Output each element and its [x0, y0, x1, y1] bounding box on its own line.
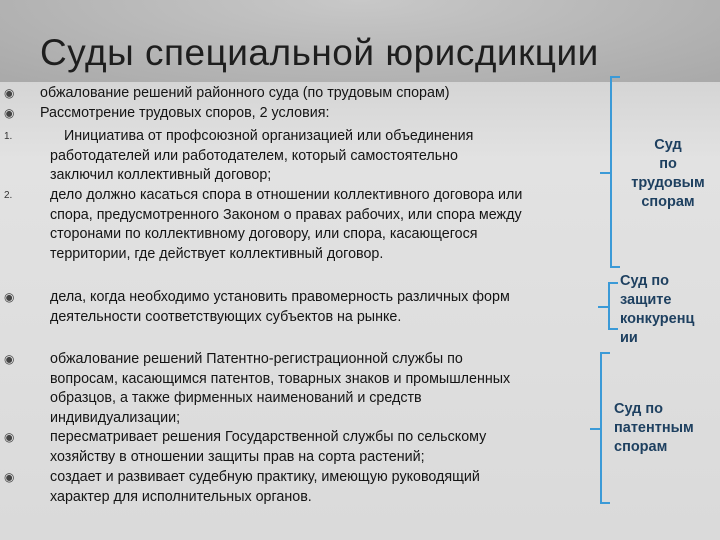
bullet-marker: ◉ — [4, 352, 15, 366]
label-line: Суд — [654, 137, 682, 153]
label-line: спорам — [614, 439, 668, 455]
label-line: ии — [620, 330, 638, 346]
bullet-marker: ◉ — [4, 106, 15, 120]
bracket-competition-court — [608, 282, 618, 330]
bullet-marker: ◉ — [4, 290, 15, 304]
item-line: хозяйству в отношении защиты прав на сорта растений; — [50, 448, 425, 465]
bullet-marker: ◉ — [4, 86, 15, 100]
label-line: спорам — [641, 194, 695, 210]
item-line: создает и развивает судебную практику, имеющую руководящий — [50, 469, 480, 485]
item-line: характер для исполнительных органов. — [50, 488, 312, 505]
number-marker: 2. — [4, 190, 13, 201]
item-line: спора, предусмотренного Законом о правах рабочих, или спора между — [50, 206, 522, 223]
number-marker: 1. — [4, 131, 13, 142]
slide-title: Суды специальной юрисдикции — [40, 32, 599, 73]
item-line: дело должно касаться спора в отношении коллективного договора или — [50, 187, 523, 203]
label-line: трудовым — [631, 175, 705, 191]
label-patent-court — [614, 400, 714, 457]
item-line: работодателей или работодателем, который самостоятельно — [50, 147, 458, 164]
item-line: сторонами по коллективному договору, или спора, касающегося — [50, 226, 478, 243]
label-line: патентным — [614, 420, 694, 436]
item-line: заключил коллективный договор; — [50, 167, 272, 184]
bullet-marker: ◉ — [4, 470, 15, 484]
label-line: Суд по — [614, 401, 664, 417]
item-line: вопросам, касающимся патентов, товарных знаков и промышленных — [50, 370, 511, 387]
bullet-marker: ◉ — [4, 430, 15, 444]
label-line: конкуренц — [620, 311, 695, 327]
item-line: пересматривает решения Государственной службы по сельскому — [50, 429, 487, 445]
item-line: дела, когда необходимо установить правомерность различных форм — [50, 289, 510, 305]
item-line: деятельности соответствующих субъектов на рынке. — [50, 308, 402, 325]
bracket-patent-court — [600, 352, 610, 504]
label-line: Суд по — [620, 273, 670, 289]
item-line: обжалование решений районного суда (по трудовым спорам) — [40, 85, 450, 101]
label-competition-court — [620, 272, 716, 348]
item-line: обжалование решений Патентно-регистрационной службы по — [50, 351, 463, 367]
label-labor-court — [618, 136, 718, 212]
item-line: территории, где действует коллективный договор. — [50, 245, 384, 262]
item-line: Рассмотрение трудовых споров, 2 условия: — [40, 105, 330, 121]
item-line: Инициатива от профсоюзной организацией или объединения — [64, 128, 474, 144]
label-line: защите — [620, 292, 672, 308]
item-line: индивидуализации; — [50, 409, 181, 426]
item-line: образцов, а также фирменных наименований и средств — [50, 390, 422, 407]
label-line: по — [659, 156, 677, 172]
